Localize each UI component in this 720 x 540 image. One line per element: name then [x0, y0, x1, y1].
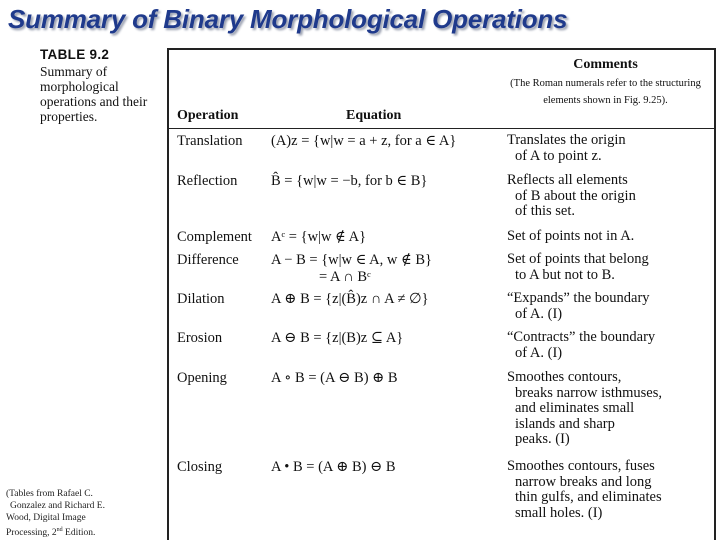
- credit-line: Processing, 2nd Edition.: [6, 527, 96, 539]
- credit-line: Gonzalez and Richard E.: [10, 501, 105, 511]
- header-divider: [169, 128, 714, 129]
- operation-name: Reflection: [177, 173, 238, 189]
- comments-note: (The Roman numerals refer to the structuring elements shown in Fig. 9.25).: [510, 78, 701, 106]
- slide-title: Summary of Binary Morphological Operations: [8, 4, 568, 34]
- operation-name: Complement: [177, 229, 252, 245]
- equation: A ⊖ B = {z|(B)z ⊆ A}: [271, 330, 404, 346]
- equation: B̂ = {w|w = −b, for b ∈ B}: [271, 173, 428, 189]
- comment: Set of points that belong to A but not to B.: [507, 251, 649, 283]
- operation-name: Opening: [177, 370, 227, 386]
- comments-title: Comments: [573, 57, 638, 72]
- header-equation: Equation: [346, 108, 402, 123]
- credit-line: Wood, Digital Image: [6, 513, 86, 523]
- header-comments: [503, 57, 708, 109]
- operation-name: Dilation: [177, 291, 225, 307]
- comment: Smoothes contours, fuses narrow breaks and long thin gulfs, and eliminates small holes. (I): [507, 458, 662, 521]
- credit-line: (Tables from Rafael C.: [6, 489, 93, 499]
- comment: “Expands” the boundary of A. (I): [507, 290, 650, 322]
- equation: A ∘ B = (A ⊖ B) ⊕ B: [271, 370, 398, 386]
- source-credit: [6, 488, 136, 539]
- operation-name: Erosion: [177, 330, 223, 346]
- comment: Reflects all elements of B about the origin of this set.: [507, 172, 636, 220]
- operation-name: Translation: [177, 133, 243, 149]
- equation: A − B = {w|w ∈ A, w ∉ B} = A ∩ Bᶜ: [271, 252, 432, 285]
- table-label: TABLE 9.2: [40, 47, 110, 62]
- comment: Translates the origin of A to point z.: [507, 132, 626, 164]
- operation-name: Difference: [177, 252, 239, 268]
- comment: Smoothes contours, breaks narrow isthmuses, and eliminates small islands and sharp peaks. (I): [507, 369, 662, 448]
- comment: Set of points not in A.: [507, 228, 635, 244]
- equation: A • B = (A ⊕ B) ⊖ B: [271, 459, 396, 475]
- comment: “Contracts” the boundary of A. (I): [507, 329, 656, 361]
- equation: Aᶜ = {w|w ∉ A}: [271, 229, 367, 245]
- header-operation: Operation: [177, 108, 239, 123]
- operation-name: Closing: [177, 459, 223, 475]
- table-caption: [40, 47, 165, 124]
- table-description: Summary of morphological operations and their properties.: [40, 64, 148, 124]
- equation: A ⊕ B = {z|(B̂)z ∩ A ≠ ∅}: [271, 291, 429, 307]
- equation: (A)z = {w|w = a + z, for a ∈ A}: [271, 133, 457, 149]
